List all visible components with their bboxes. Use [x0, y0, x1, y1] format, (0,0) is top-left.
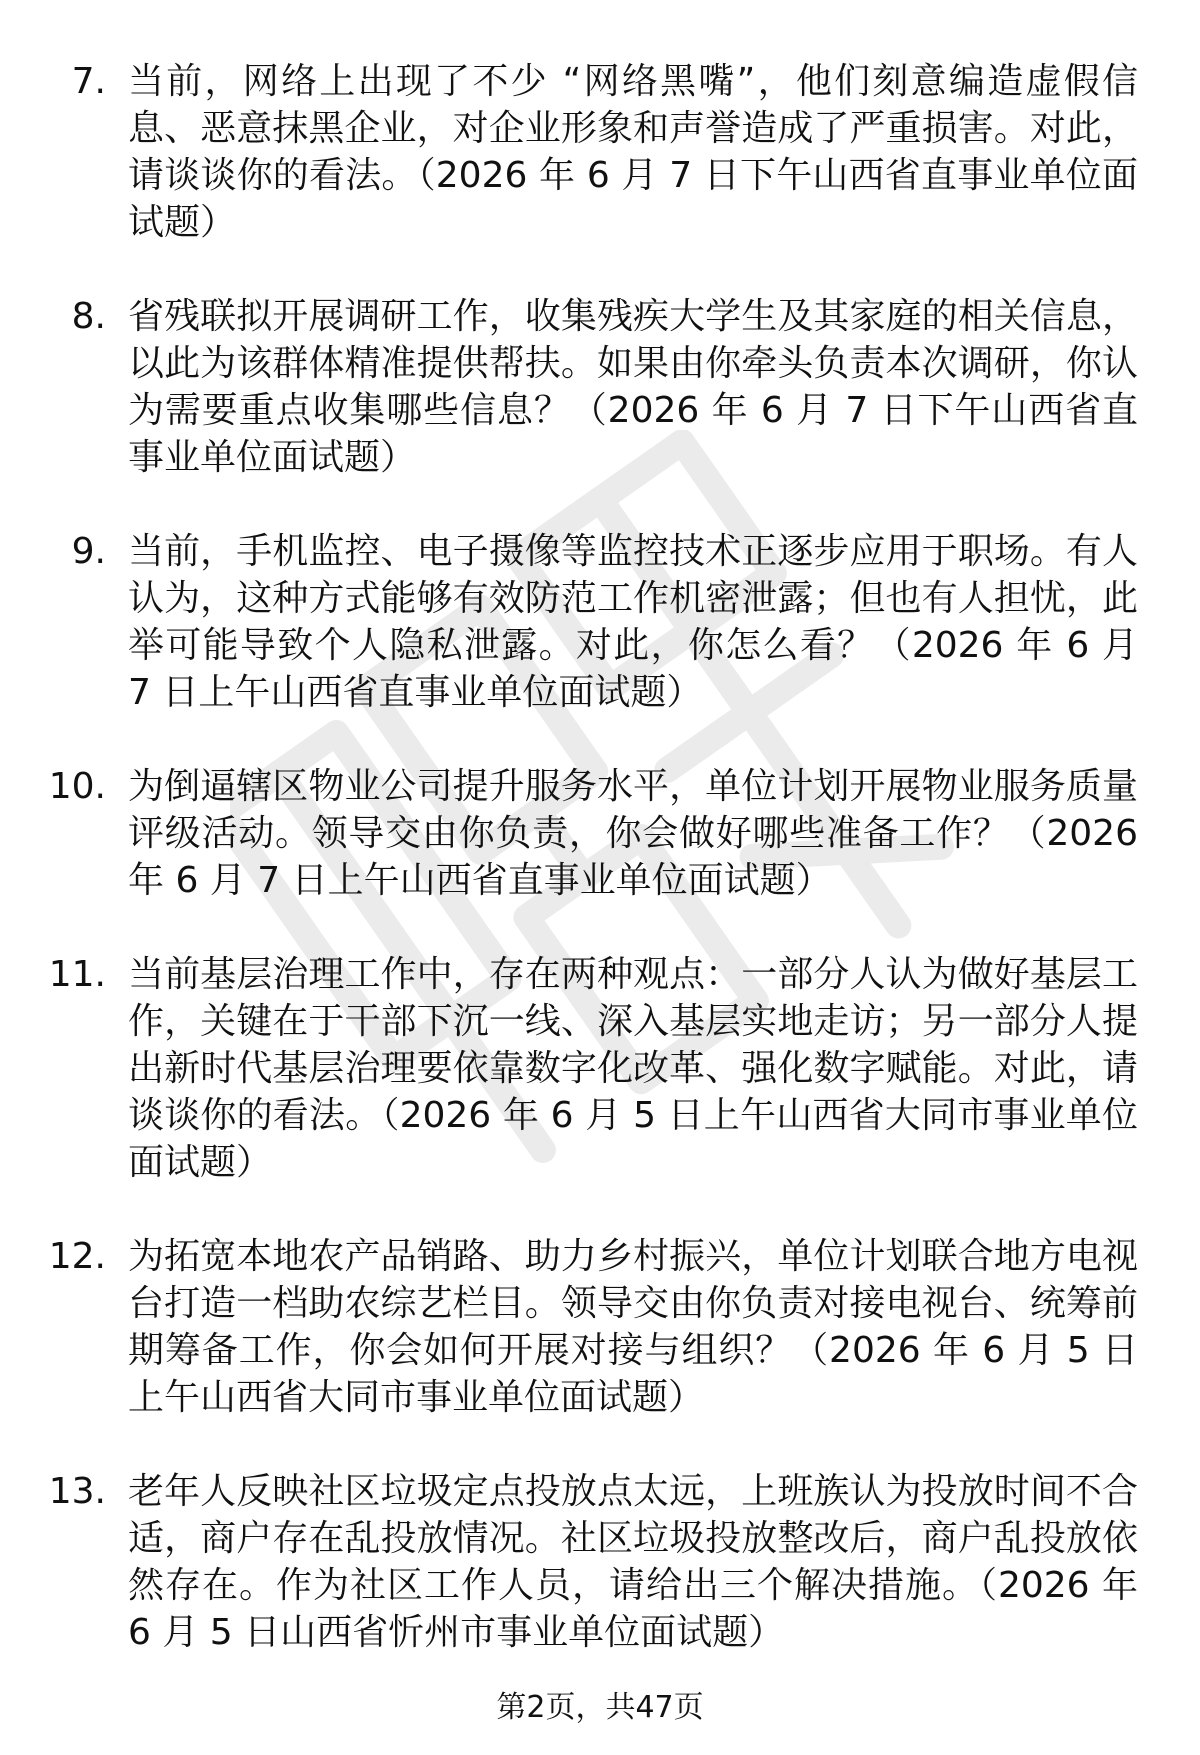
question-item — [0, 951, 1200, 1186]
question-item — [0, 1468, 1200, 1656]
question-list — [0, 58, 1200, 1703]
question-item — [0, 528, 1200, 716]
page-number-footer: 第2页，共47页 — [496, 1690, 704, 1725]
question-text: 老年人反映社区垃圾定点投放点太远，上班族认为投放时间不合适，商户存在乱投放情况。社区垃圾投放整改后，商户乱投放依然存在。作为社区工作人员，请给出三个解决措施。（2026 年 6 月 5 日山西省忻州市事业单位面试题） — [128, 1471, 1138, 1653]
question-text: 为拓宽本地农产品销路、助力乡村振兴，单位计划联合地方电视台打造一档助农综艺栏目。领导交由你负责对接电视台、统筹前期筹备工作，你会如何开展对接与组织？（2026 年 6 月 5 日上午山西省大同市事业单位面试题） — [128, 1236, 1138, 1418]
question-text: 当前基层治理工作中，存在两种观点：一部分人认为做好基层工作，关键在于干部下沉一线、深入基层实地走访；另一部分人提出新时代基层治理要依靠数字化改革、强化数字赋能。对此，请谈谈你的看法。（2026 年 6 月 5 日上午山西省大同市事业单位面试题） — [128, 954, 1138, 1183]
question-item — [0, 58, 1200, 246]
question-text: 当前，手机监控、电子摄像等监控技术正逐步应用于职场。有人认为，这种方式能够有效防范工作机密泄露；但也有人担忧，此举可能导致个人隐私泄露。对此，你怎么看？（2026 年 6 月 7 日上午山西省直事业单位面试题） — [128, 531, 1138, 713]
question-number: 8. — [71, 296, 106, 337]
question-number: 13. — [48, 1471, 106, 1512]
question-number: 7. — [71, 61, 106, 102]
question-item — [0, 293, 1200, 481]
question-text: 当前，网络上出现了不少 “网络黑嘴”，他们刻意编造虚假信息、恶意抹黑企业，对企业形象和声誉造成了严重损害。对此，请谈谈你的看法。（2026 年 6 月 7 日下午山西省直事业单位面试题） — [128, 61, 1138, 243]
question-item — [0, 763, 1200, 904]
question-number: 9. — [71, 531, 106, 572]
question-text: 为倒逼辖区物业公司提升服务水平，单位计划开展物业服务质量评级活动。领导交由你负责，你会做好哪些准备工作？（2026 年 6 月 7 日上午山西省直事业单位面试题） — [128, 766, 1138, 901]
question-text: 省残联拟开展调研工作，收集残疾大学生及其家庭的相关信息，以此为该群体精准提供帮扶。如果由你牵头负责本次调研，你认为需要重点收集哪些信息？（2026 年 6 月 7 日下午山西省直事业单位面试题） — [128, 296, 1138, 478]
question-item — [0, 1233, 1200, 1421]
question-number: 12. — [48, 1236, 106, 1277]
question-number: 10. — [48, 766, 106, 807]
question-number: 11. — [48, 954, 106, 995]
